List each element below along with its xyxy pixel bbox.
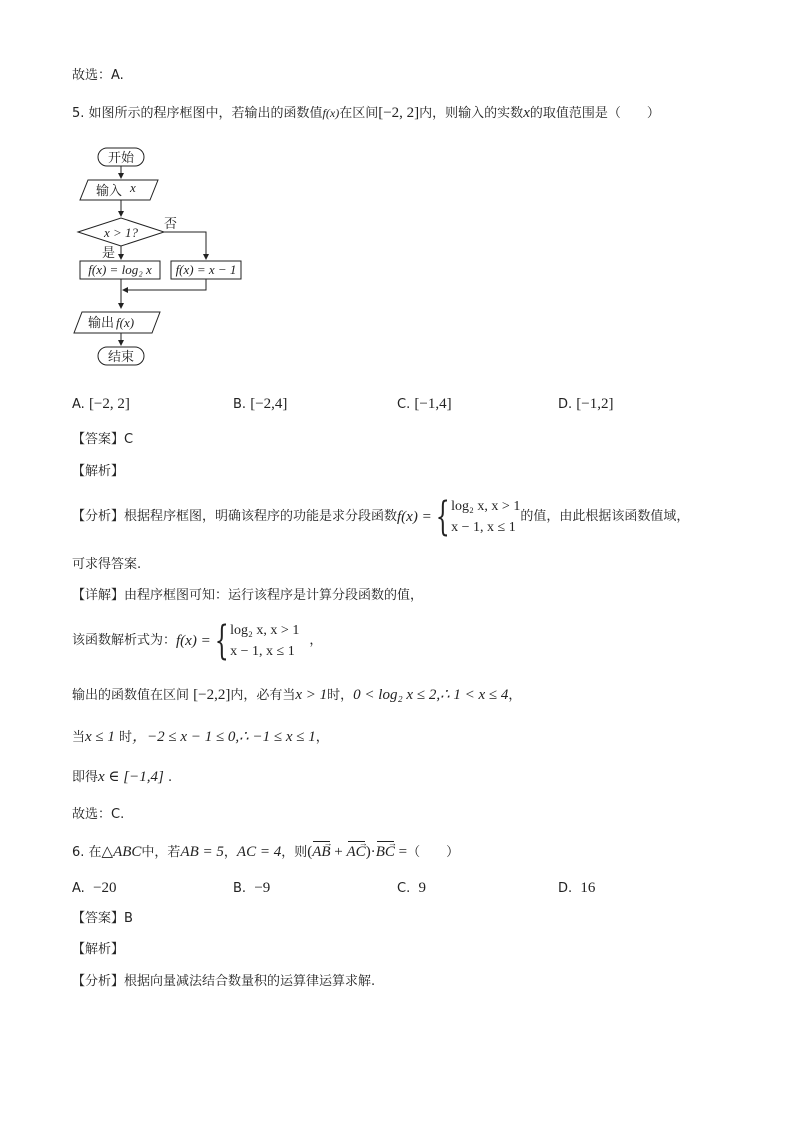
q6-analysis-heading: 【解析】 [72,942,125,957]
q5-detail5-math: x ∈ [−1,4] [98,769,164,785]
q5-stem-c: 内，则输入的实数 [419,106,524,121]
q5-analysis-line2: 可求得答案. [72,557,142,572]
flow-input-label: 输入 [96,184,123,199]
q5-analysis-pre: 【分析】根据程序框图，明确该程序的功能是求分段函数 [72,509,398,524]
q5-detail2-case2: x − 1, x ≤ 1 [230,644,295,659]
q5-detail3-interval: [−2,2] [193,687,231,703]
q5-final-answer: 故选：C. [72,807,125,822]
q5-fx: f(x) [322,106,340,120]
q6-triangle: △ABC [101,844,142,860]
question-6-stem: 6. 在△ABC中，若AB = 5，AC = 4，则(AB → + AC →)·BC → =（ ） [72,842,459,863]
q5-analysis-fx: f(x) = [397,509,432,525]
q5-detail4-cond: x ≤ 1 [85,729,115,745]
q6-vector-ac: AC → [347,844,366,860]
q6-option-b: B. −9 [233,880,271,896]
q5-detail2-case1: log₂ x, x > 1 [230,623,300,638]
q6-analysis: 【分析】根据向量减法结合数量积的运算律运算求解. [72,974,376,989]
flow-log-box-label: f(x) = log₂ x [88,262,152,277]
q5-option-a: A. [−2, 2] [72,396,130,412]
q5-stem-b: 在区间 [339,106,379,121]
q5-x: x [523,105,530,121]
q5-analysis-case2: x − 1, x ≤ 1 [451,520,516,535]
q5-detail2-pre: 该函数解析式为： [72,633,177,648]
q5-option-c: C. [−1,4] [397,396,452,412]
q5-detail2-post: ， [309,633,323,648]
q6-ac: AC = 4 [236,844,282,860]
flow-end-label: 结束 [107,350,135,365]
flow-no-label: 否 [164,217,178,232]
flow-output-label: 输出 [88,316,115,331]
q5-detail-3: 输出的函数值在区间 [−2,2]内，必有当x > 1时，0 < log₂ x ≤ 2,∴ 1 < x ≤ 4， [72,687,522,703]
q6-vector-bc: BC → [376,844,395,860]
q6-option-d: D. 16 [558,880,596,896]
flow-output-var: f(x) [116,315,135,330]
q5-detail2-fx: f(x) = [176,633,211,649]
flow-minus-box-label: f(x) = x − 1 [175,262,237,277]
q5-detail-4: 当x ≤ 1 时，−2 ≤ x − 1 ≤ 0,∴ −1 ≤ x ≤ 1， [72,729,329,745]
q5-analysis-line: 【分析】根据程序框图，明确该程序的功能是求分段函数f(x) ={ log₂ x, x > 1 x − 1, x ≤ 1 的值，由此根据该函数值域， [72,494,690,540]
question-5-stem [72,103,660,124]
q5-detail-5: 即得x ∈ [−1,4] . [72,769,173,785]
q6-vector-ab: AB → [312,844,330,860]
q5-analysis-post: 的值，由此根据该函数值域， [520,509,690,524]
q6-ab: AB = 5 [180,844,224,860]
program-flowchart [72,142,252,372]
q6-option-a: A. −20 [72,880,117,896]
q5-option-b: B. [−2,4] [233,396,288,412]
q6-option-c: C. 9 [397,880,426,896]
q5-stem-a: 5. 如图所示的程序框图中，若输出的函数值 [72,106,323,121]
q5-detail3-cond: x > 1 [295,687,328,703]
q5-analysis-heading: 【解析】 [72,464,125,479]
q5-detail-2: 该函数解析式为：f(x) ={ log₂ x, x > 1 x − 1, x ≤ 1 ， [72,618,323,664]
flow-yes-label: 是 [102,246,116,261]
q5-detail-1: 【详解】由程序框图可知：运行该程序是计算分段函数的值， [72,588,424,603]
q5-interval: [−2, 2] [378,105,420,121]
previous-answer-note: 故选：A. [72,68,124,83]
flow-decision-label: x > 1? [103,225,139,240]
flow-start-label: 开始 [107,151,135,166]
flow-input-var: x [130,180,136,195]
q5-analysis-case1: log₂ x, x > 1 [451,499,521,514]
q5-detail3-math: 0 < log₂ x ≤ 2,∴ 1 < x ≤ 4 [353,687,509,703]
q6-answer: 【答案】B [72,911,133,926]
q5-option-d: D. [−1,2] [558,396,614,412]
q5-stem-d: 的取值范围是（ ） [529,106,660,121]
q5-answer: 【答案】C [72,432,134,447]
q5-detail4-math: ，−2 ≤ x − 1 ≤ 0,∴ −1 ≤ x ≤ 1 [132,729,316,745]
